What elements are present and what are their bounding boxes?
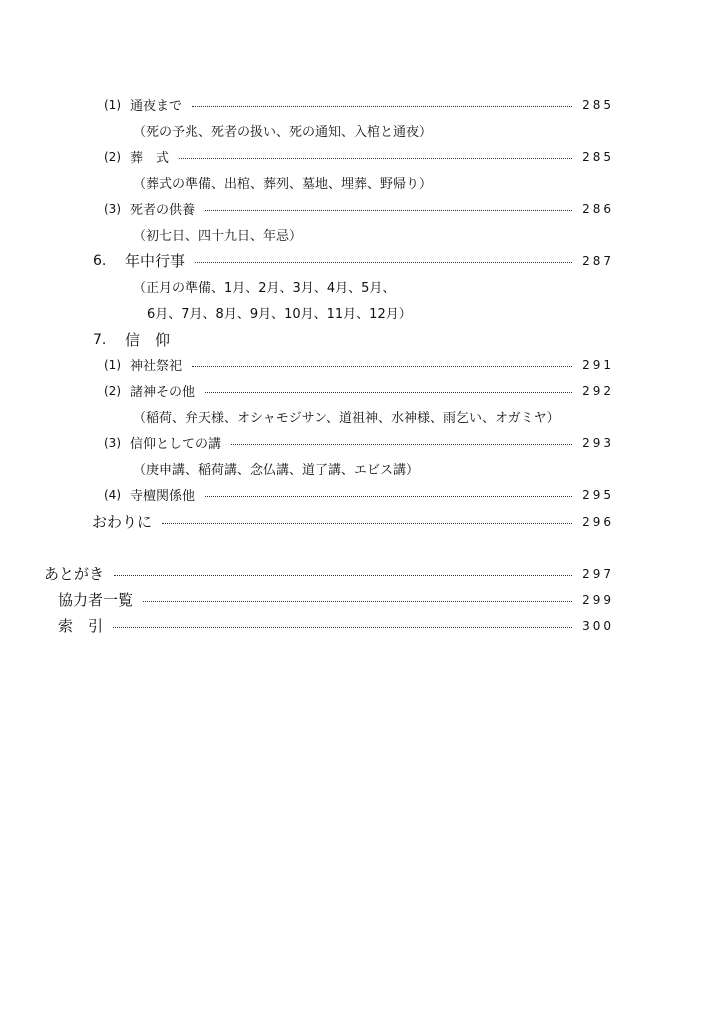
entry-description: （正月の準備、1月、2月、3月、4月、5月、 [133, 281, 396, 296]
entry-title: 年中行事 [125, 252, 186, 270]
entry-description: （初七日、四十九日、年忌） [133, 229, 303, 244]
entry-number: (1) [104, 97, 121, 112]
dot-leader [205, 210, 572, 211]
entry-title: 信 仰 [125, 331, 171, 349]
entry-page: 293 [582, 435, 614, 450]
entry-number: (3) [104, 435, 121, 450]
entry-title: 協力者一覧 [58, 591, 134, 609]
entry-title: 通夜まで [130, 99, 183, 114]
toc-entry[interactable] [92, 511, 614, 532]
dot-leader [162, 523, 572, 524]
entry-title: 寺檀関係他 [130, 489, 196, 504]
entry-number: (2) [104, 149, 121, 164]
entry-description: 6月、7月、8月、9月、10月、11月、12月） [147, 307, 412, 322]
entry-title: あとがき [44, 565, 105, 583]
dot-leader [192, 366, 572, 367]
dot-leader [179, 158, 572, 159]
entry-page: 295 [582, 487, 614, 502]
dot-leader [195, 262, 572, 263]
section-number: 6. [93, 252, 107, 269]
entry-page: 296 [582, 514, 614, 529]
entry-number: (2) [104, 383, 121, 398]
toc-entry[interactable] [104, 147, 614, 166]
entry-title: 諸神その他 [130, 385, 196, 400]
toc-entry[interactable] [58, 589, 614, 610]
dot-leader [205, 496, 572, 497]
toc-entry[interactable] [58, 615, 614, 636]
toc-entry[interactable] [44, 563, 614, 584]
entry-page: 297 [582, 566, 614, 581]
dot-leader [114, 575, 572, 576]
toc-entry[interactable] [104, 381, 614, 400]
dot-leader [192, 106, 572, 107]
entry-page: 287 [582, 253, 614, 268]
entry-number: (1) [104, 357, 121, 372]
entry-description: （庚申講、稲荷講、念仏講、道了講、エビス講） [133, 463, 420, 478]
entry-title: 神社祭祀 [130, 359, 183, 374]
entry-page: 292 [582, 383, 614, 398]
entry-page: 286 [582, 201, 614, 216]
entry-number: (3) [104, 201, 121, 216]
dot-leader [231, 444, 572, 445]
entry-page: 300 [582, 618, 614, 633]
entry-title: 索 引 [58, 617, 104, 635]
entry-page: 285 [582, 149, 614, 164]
entry-title: おわりに [92, 513, 153, 531]
entry-page: 299 [582, 592, 614, 607]
entry-title: 死者の供養 [130, 203, 196, 218]
toc-entry[interactable] [104, 433, 614, 452]
entry-description: （稲荷、弁天様、オシャモジサン、道祖神、水神様、雨乞い、オガミヤ） [133, 411, 560, 426]
toc-entry[interactable] [104, 355, 614, 374]
section-number: 7. [93, 331, 107, 348]
toc-section-heading[interactable] [93, 329, 170, 350]
toc-entry[interactable] [104, 95, 614, 114]
dot-leader [205, 392, 572, 393]
entry-description: （葬式の準備、出棺、葬列、墓地、埋葬、野帰り） [133, 177, 433, 192]
dot-leader [113, 627, 572, 628]
toc-entry[interactable] [104, 199, 614, 218]
entry-number: (4) [104, 487, 121, 502]
toc-entry[interactable] [104, 485, 614, 504]
entry-page: 285 [582, 97, 614, 112]
toc-entry[interactable] [93, 250, 614, 271]
entry-title: 信仰としての講 [130, 437, 222, 452]
dot-leader [143, 601, 572, 602]
entry-page: 291 [582, 357, 614, 372]
entry-title: 葬 式 [130, 151, 170, 166]
entry-description: （死の予兆、死者の扱い、死の通知、入棺と通夜） [133, 125, 433, 140]
